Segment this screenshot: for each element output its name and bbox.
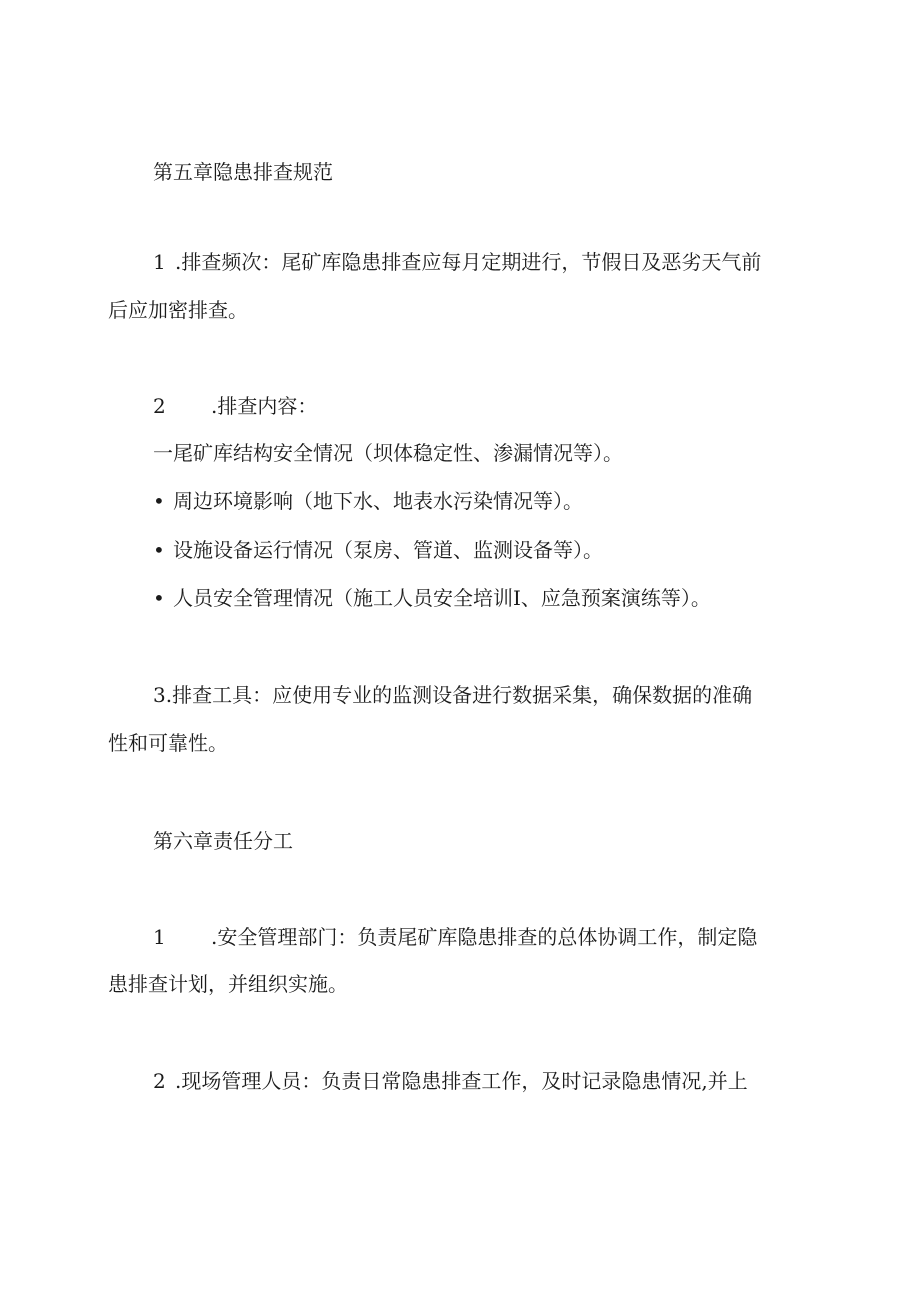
ch6-item2-text: .现场管理人员：负责日常隐患排查工作，及时记录隐患情况,并上 xyxy=(175,1069,748,1093)
ch5-item1-number: 1 xyxy=(153,250,166,274)
chapter5-heading: 第五章隐患排查规范 xyxy=(153,160,333,184)
bullet-marker: • xyxy=(153,586,165,610)
bullet-marker: • xyxy=(153,489,165,513)
ch5-item2-dash-line: 一尾矿库结构安全情况（坝体稳定性、渗漏情况等）。 xyxy=(153,441,623,465)
chapter6-heading: 第六章责任分工 xyxy=(153,829,293,853)
ch5-item1-line2: 后应加密排查。 xyxy=(108,298,248,322)
ch6-item2-number: 2 xyxy=(153,1069,166,1093)
ch5-bullet-item xyxy=(153,588,711,608)
bullet-text: 人员安全管理情况（施工人员安全培训I、应急预案演练等）。 xyxy=(173,586,711,610)
ch6-item1-line2: 患排查计划，并组织实施。 xyxy=(108,972,348,996)
ch6-item2-line1 xyxy=(153,1071,748,1091)
bullet-marker: • xyxy=(153,538,165,562)
bullet-text: 设施设备运行情况（泵房、管道、监测设备等）。 xyxy=(173,538,603,562)
ch5-item2-line xyxy=(153,396,317,416)
ch6-item1-line1 xyxy=(153,927,757,947)
ch5-item2-label: .排查内容： xyxy=(211,394,318,418)
ch5-item1-text: .排查频次：尾矿库隐患排查应每月定期进行，节假日及恶劣天气前 xyxy=(175,250,762,274)
ch5-bullet-item xyxy=(153,540,603,560)
ch5-item1-line1 xyxy=(153,252,761,272)
ch6-item1-number: 1 xyxy=(153,925,166,949)
ch5-bullet-item xyxy=(153,491,583,511)
ch5-item3-line2: 性和可靠性。 xyxy=(108,731,228,755)
ch5-item2-number: 2 xyxy=(153,394,166,418)
bullet-text: 周边环境影响（地下水、地表水污染情况等）。 xyxy=(173,489,583,513)
ch5-item3-line1: 3.排查工具：应使用专业的监测设备进行数据采集，确保数据的准确 xyxy=(153,683,753,707)
ch6-item1-text: .安全管理部门：负责尾矿库隐患排查的总体协调工作，制定隐 xyxy=(211,925,758,949)
